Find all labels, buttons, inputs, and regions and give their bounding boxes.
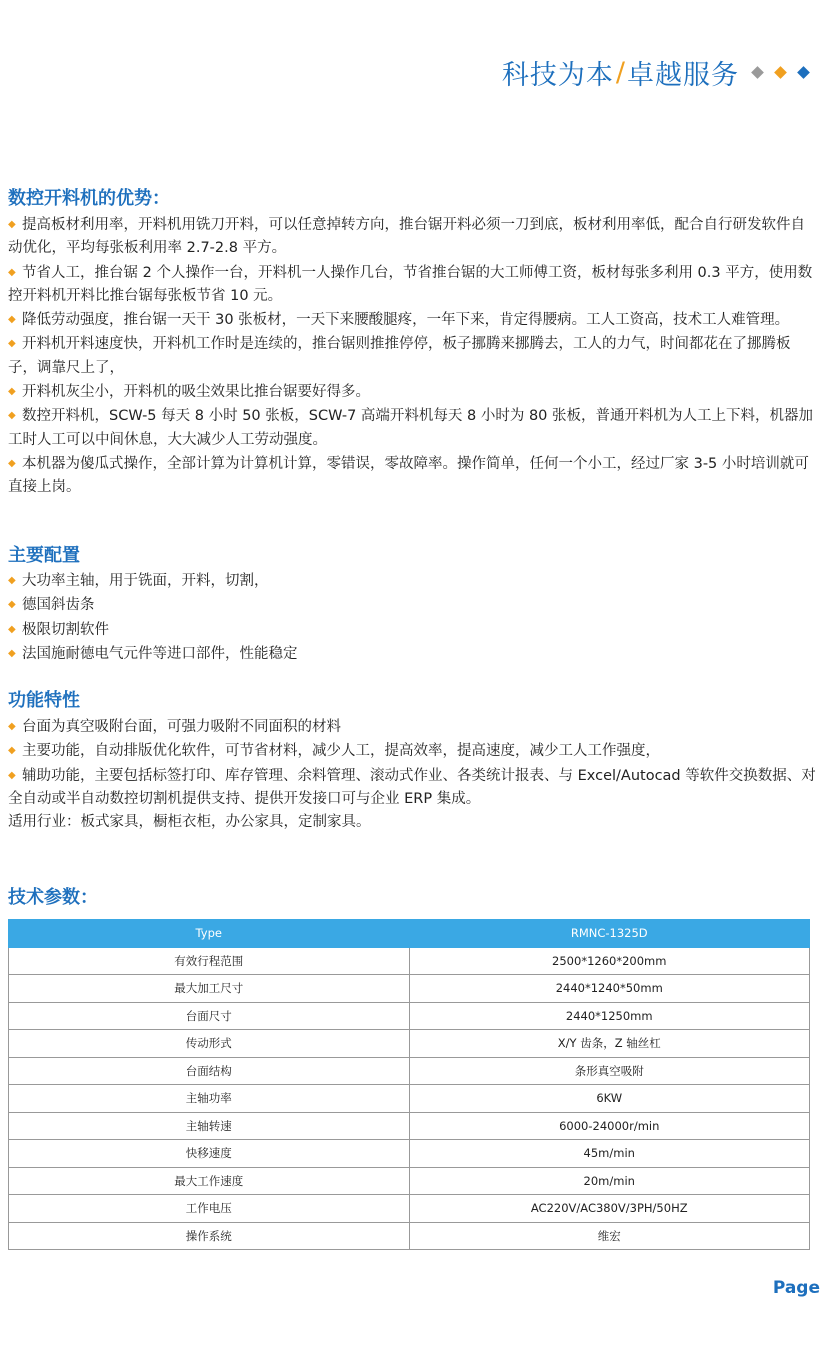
list-item: ◆ 德国斜齿条 bbox=[8, 593, 816, 617]
param-name: 最大加工尺寸 bbox=[9, 975, 410, 1003]
param-name: 主轴转速 bbox=[9, 1112, 410, 1140]
param-value: 2440*1240*50mm bbox=[409, 975, 810, 1003]
bullet-diamond-icon: ◆ bbox=[8, 219, 16, 230]
param-name: 操作系统 bbox=[9, 1222, 410, 1250]
bullet-diamond-icon: ◆ bbox=[8, 599, 16, 611]
bullet-diamond-icon: ◆ bbox=[8, 623, 16, 635]
list-item: ◆ 开料机开料速度快，开料机工作时是连续的，推台锯则推推停停，板子挪腾来挪腾去，工人的力气，时间都花在了挪腾板子，调靠尺上了， bbox=[8, 332, 816, 380]
header-slogan bbox=[502, 52, 808, 92]
param-name: 台面结构 bbox=[9, 1057, 410, 1085]
param-name: 传动形式 bbox=[9, 1030, 410, 1058]
bullet-diamond-icon: ◆ bbox=[8, 266, 16, 278]
table-row bbox=[9, 947, 810, 975]
list-item: ◆ 台面为真空吸附台面，可强力吸附不同面积的材料 bbox=[8, 715, 816, 739]
specs-title: 技术参数： bbox=[8, 887, 98, 908]
param-value: 6KW bbox=[409, 1085, 810, 1113]
bullet-diamond-icon: ◆ bbox=[8, 745, 16, 757]
table-row bbox=[9, 975, 810, 1003]
header-cell: RMNC-1325D bbox=[409, 920, 810, 948]
list-item: ◆ 法国施耐德电气元件等进口部件，性能稳定 bbox=[8, 642, 816, 666]
table-header-row bbox=[9, 920, 810, 948]
table-row bbox=[9, 1002, 810, 1030]
table-row bbox=[9, 1195, 810, 1223]
list-item: ◆ 极限切割软件 bbox=[8, 618, 816, 642]
config-list bbox=[8, 569, 816, 666]
table-row bbox=[9, 1057, 810, 1085]
list-item: ◆ 节省人工，推台锯 2 个人操作一台，开料机一人操作几台，节省推台锯的大工师傅工资，板材每张多利用 0.3 平方，使用数控开料机开料比推台锯每张板节省 10 元。 bbox=[8, 261, 816, 309]
slogan-diamonds bbox=[753, 68, 808, 77]
spec-table bbox=[8, 919, 810, 1250]
table-row bbox=[9, 1167, 810, 1195]
param-value: 条形真空吸附 bbox=[409, 1057, 810, 1085]
list-item: ◆ 大功率主轴，用于铣面，开料，切割， bbox=[8, 569, 816, 593]
param-value: AC220V/AC380V/3PH/50HZ bbox=[409, 1195, 810, 1223]
param-name: 主轴功率 bbox=[9, 1085, 410, 1113]
page-label: Page bbox=[772, 1278, 820, 1298]
list-item: ◆ 主要功能，自动排版优化软件，可节省材料，减少人工，提高效率，提高速度，减少工人工作强度， bbox=[8, 739, 816, 763]
bullet-diamond-icon: ◆ bbox=[8, 386, 16, 398]
list-item: ◆ 提高板材利用率，开料机用铣刀开料，可以任意掉转方向，推台锯开料必须一刀到底，板材利用率低，配合自行研发软件自动优化，平均每张板利用率 2.7-2.8 平方。 bbox=[8, 213, 816, 261]
list-item: ◆ 开料机灰尘小，开料机的吸尘效果比推台锯要好得多。 bbox=[8, 380, 816, 404]
industry-line: 适用行业：板式家具，橱柜衣柜，办公家具，定制家具。 bbox=[8, 814, 371, 831]
bullet-diamond-icon: ◆ bbox=[8, 575, 16, 586]
list-item: ◆ 辅助功能，主要包括标签打印、库存管理、余料管理、滚动式作业、各类统计报表、与 Excel/Autocad 等软件交换数据、对全自动或半自动数控切割机提供支持、提供开发接口可与企业 ERP 集成。 bbox=[8, 764, 816, 812]
table-row bbox=[9, 1222, 810, 1250]
table-row bbox=[9, 1140, 810, 1168]
orange-diamond-icon bbox=[774, 66, 787, 79]
bullet-diamond-icon: ◆ bbox=[8, 338, 16, 350]
bullet-diamond-icon: ◆ bbox=[8, 457, 16, 469]
features-title: 功能特性 bbox=[8, 690, 80, 711]
param-name: 快移速度 bbox=[9, 1140, 410, 1168]
param-value: X/Y 齿条，Z 轴丝杠 bbox=[409, 1030, 810, 1058]
slogan-slash: / bbox=[615, 56, 625, 88]
bullet-diamond-icon: ◆ bbox=[8, 721, 16, 732]
features-list bbox=[8, 715, 816, 834]
table-row bbox=[9, 1112, 810, 1140]
param-name: 台面尺寸 bbox=[9, 1002, 410, 1030]
param-value: 维宏 bbox=[409, 1222, 810, 1250]
param-value: 6000-24000r/min bbox=[409, 1112, 810, 1140]
gray-diamond-icon bbox=[751, 66, 764, 79]
bullet-diamond-icon: ◆ bbox=[8, 769, 16, 781]
param-name: 最大工作速度 bbox=[9, 1167, 410, 1195]
advantages-title: 数控开料机的优势： bbox=[8, 188, 170, 209]
bullet-diamond-icon: ◆ bbox=[8, 647, 16, 659]
table-row bbox=[9, 1030, 810, 1058]
header-cell: Type bbox=[9, 920, 410, 948]
bullet-diamond-icon: ◆ bbox=[8, 314, 16, 326]
list-item: ◆ 数控开料机，SCW-5 每天 8 小时 50 张板，SCW-7 高端开料机每天 8 小时为 80 张板，普通开料机为人工上下料，机器加工时人工可以中间休息，大大减少人工劳动强度。 bbox=[8, 404, 816, 452]
slogan-left: 科技为本 bbox=[501, 59, 614, 91]
bullet-diamond-icon: ◆ bbox=[8, 410, 16, 422]
table-row bbox=[9, 1085, 810, 1113]
slogan-right: 卓越服务 bbox=[627, 59, 739, 91]
param-name: 工作电压 bbox=[9, 1195, 410, 1223]
list-item: ◆ 降低劳动强度，推台锯一天干 30 张板材，一天下来腰酸腿疼，一年下来，肯定得腰病。工人工资高，技术工人难管理。 bbox=[8, 308, 816, 332]
config-title: 主要配置 bbox=[8, 545, 80, 566]
param-value: 45m/min bbox=[409, 1140, 810, 1168]
list-item: ◆ 本机器为傻瓜式操作，全部计算为计算机计算，零错误，零故障率。操作简单，任何一个小工，经过厂家 3-5 小时培训就可直接上岗。 bbox=[8, 452, 816, 500]
param-value: 2500*1260*200mm bbox=[409, 947, 810, 975]
param-name: 有效行程范围 bbox=[9, 947, 410, 975]
param-value: 20m/min bbox=[409, 1167, 810, 1195]
advantages-list bbox=[8, 213, 816, 500]
param-value: 2440*1250mm bbox=[409, 1002, 810, 1030]
blue-diamond-icon bbox=[797, 66, 810, 79]
